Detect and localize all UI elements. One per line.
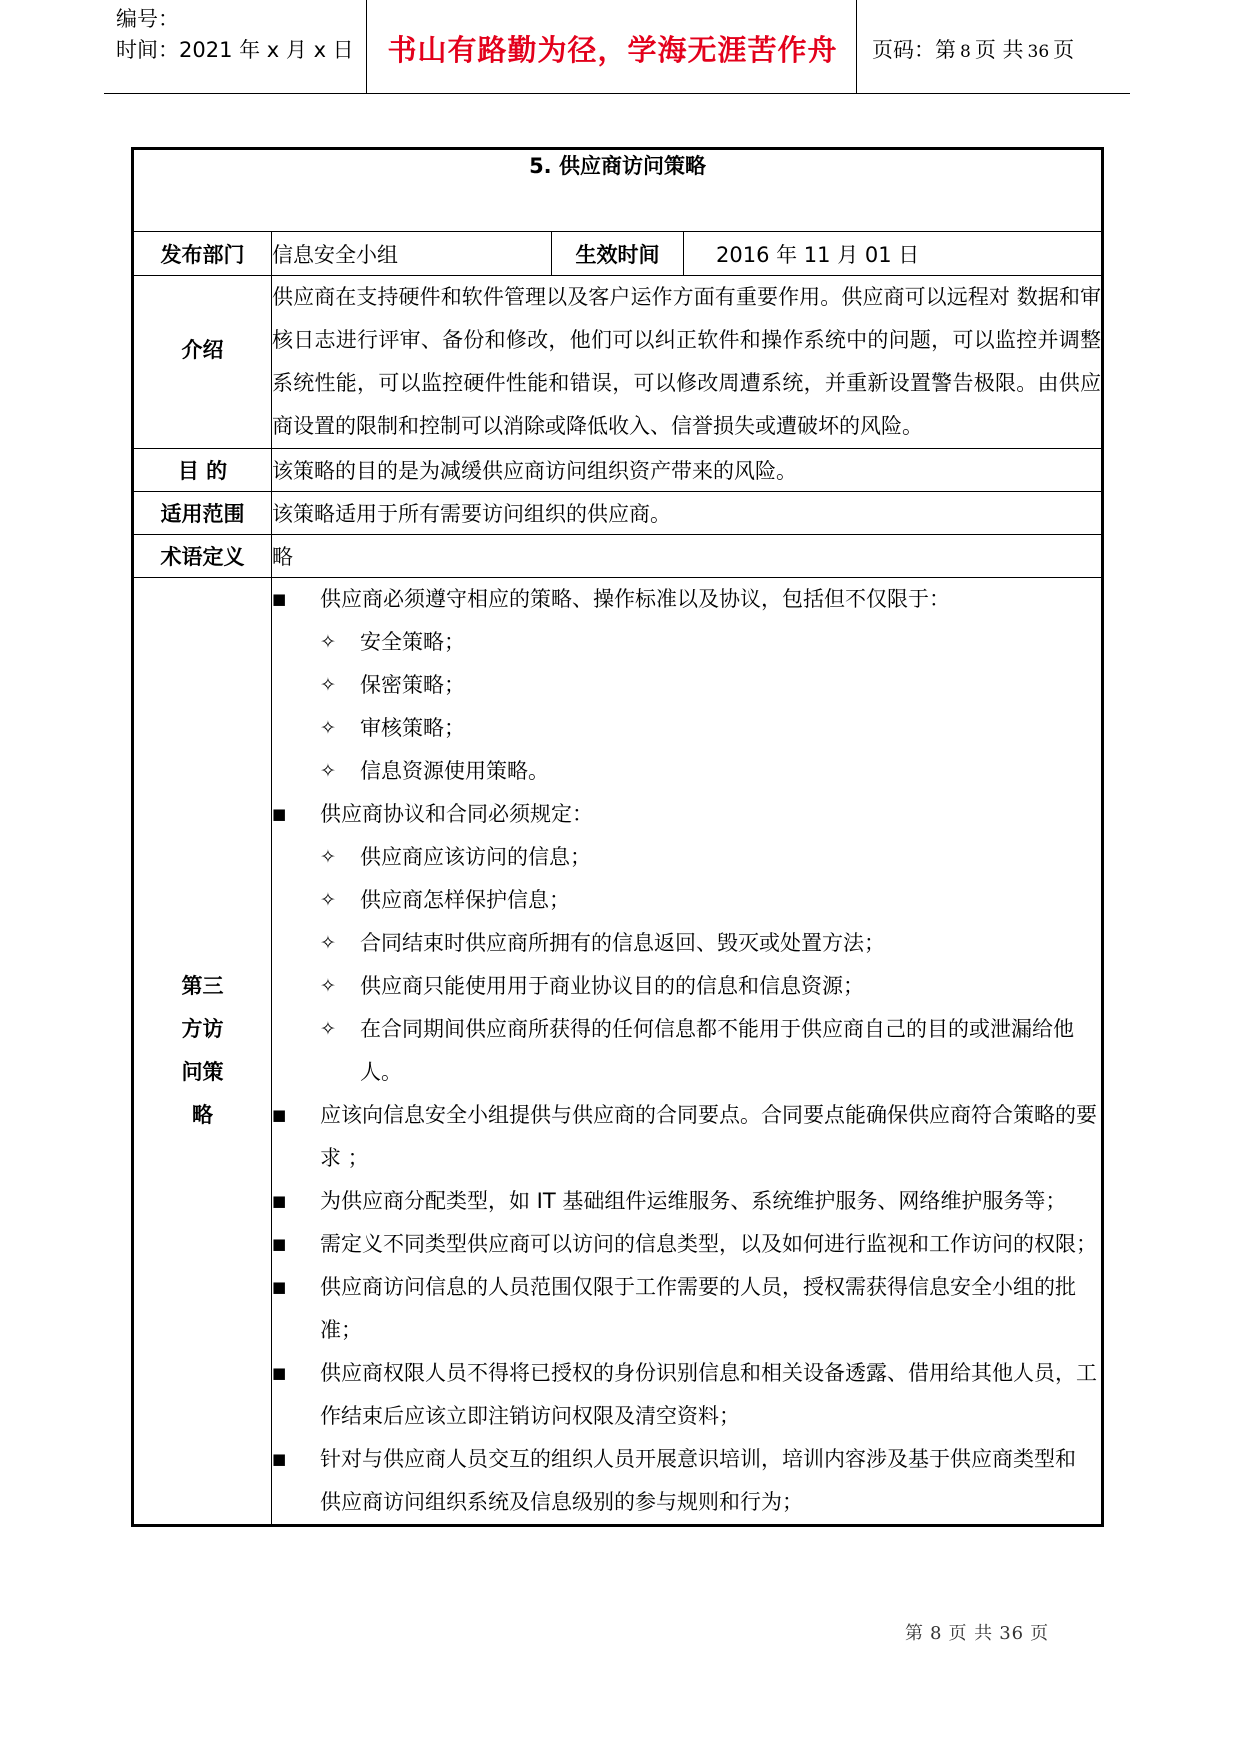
policy-bullet-text: 供应商必须遵守相应的策略、操作标准以及协议，包括但不仅限于： xyxy=(320,587,950,611)
page-suffix: 页 xyxy=(1053,38,1075,62)
policy-sub-bullet xyxy=(272,707,1101,750)
header-meta xyxy=(116,4,356,66)
page-total: 36 xyxy=(1027,42,1050,62)
policy-bullet xyxy=(272,1438,1101,1524)
page-current: 8 xyxy=(960,42,971,62)
bullet-square-icon: ■ xyxy=(272,590,287,608)
policy-sub-bullet-text: 供应商应该访问的信息； xyxy=(360,845,591,869)
bullet-diamond-icon: ✧ xyxy=(320,932,336,954)
policy-bullet xyxy=(272,578,1101,621)
terms-row xyxy=(133,535,1103,578)
policy-sub-bullet-text: 审核策略； xyxy=(360,716,465,740)
policy-bullet xyxy=(272,1352,1101,1438)
effective-label: 生效时间 xyxy=(552,232,684,276)
bullet-square-icon: ■ xyxy=(272,1235,287,1253)
policy-sub-bullet xyxy=(272,836,1101,879)
policy-bullet xyxy=(272,793,1101,836)
policy-bullet xyxy=(272,1223,1101,1266)
bullet-diamond-icon: ✧ xyxy=(320,846,336,868)
policy-bullet-text: 应该向信息安全小组提供与供应商的合同要点。合同要点能确保供应商符合策略的要求 ； xyxy=(320,1103,1097,1170)
bullet-square-icon: ■ xyxy=(272,1450,287,1468)
intro-label: 介绍 xyxy=(133,276,272,449)
policy-list xyxy=(272,578,1103,1526)
page-prefix: 页码：第 xyxy=(872,38,956,62)
terms-text: 略 xyxy=(272,535,1103,578)
policy-table xyxy=(131,147,1104,1527)
policy-sub-bullet xyxy=(272,879,1101,922)
purpose-row xyxy=(133,449,1103,492)
policy-bullet-text: 供应商访问信息的人员范围仅限于工作需要的人员，授权需获得信息安全小组的批准； xyxy=(320,1275,1076,1342)
dept-label: 发布部门 xyxy=(133,232,272,276)
scope-row xyxy=(133,492,1103,535)
policy-label-line: 略 xyxy=(192,1103,213,1127)
footer-prefix: 第 xyxy=(905,1623,924,1644)
policy-label-line: 第三 xyxy=(181,974,224,998)
policy-sub-bullet-text: 信息资源使用策略。 xyxy=(360,759,549,783)
bullet-diamond-icon: ✧ xyxy=(320,1018,336,1040)
dept-value: 信息安全小组 xyxy=(272,232,552,276)
policy-sub-bullet xyxy=(272,922,1101,965)
policy-sub-bullet-text: 安全策略； xyxy=(360,630,465,654)
bullet-diamond-icon: ✧ xyxy=(320,975,336,997)
policy-row xyxy=(133,578,1103,1526)
bullet-square-icon: ■ xyxy=(272,1278,287,1296)
policy-bullet-text: 供应商权限人员不得将已授权的身份识别信息和相关设备透露、借用给其他人员，工作结束后应该立即注销访问权限及清空资料； xyxy=(320,1361,1097,1428)
footer-total: 36 xyxy=(999,1623,1025,1644)
policy-sub-bullet-text: 在合同期间供应商所获得的任何信息都不能用于供应商自己的目的或泄漏给他人。 xyxy=(360,1017,1074,1084)
page-mid: 页 共 xyxy=(974,38,1024,62)
policy-sub-bullet xyxy=(272,750,1101,793)
page-header xyxy=(104,0,1130,94)
bullet-square-icon: ■ xyxy=(272,1192,287,1210)
policy-bullet-text: 为供应商分配类型，如 IT 基础组件运维服务、系统维护服务、网络维护服务等； xyxy=(320,1189,1067,1213)
footer-mid: 页 共 xyxy=(948,1623,994,1644)
title-row xyxy=(133,149,1103,232)
page-footer xyxy=(905,1619,1049,1645)
bullet-diamond-icon: ✧ xyxy=(320,631,336,653)
terms-label: 术语定义 xyxy=(133,535,272,578)
policy-sub-bullet-text: 保密策略； xyxy=(360,673,465,697)
footer-suffix: 页 xyxy=(1030,1623,1050,1644)
policy-label xyxy=(133,578,272,1526)
header-divider xyxy=(366,0,367,93)
policy-sub-bullet xyxy=(272,1008,1101,1094)
policy-label-line: 方访 xyxy=(181,1017,224,1041)
bullet-square-icon: ■ xyxy=(272,805,287,823)
policy-label-line: 问策 xyxy=(181,1060,224,1084)
bullet-diamond-icon: ✧ xyxy=(320,760,336,782)
purpose-label: 目 的 xyxy=(133,449,272,492)
policy-bullet-text: 针对与供应商人员交互的组织人员开展意识培训，培训内容涉及基于供应商类型和 供应商访问组织系统及信息级别的参与规则和行为； xyxy=(320,1447,1076,1514)
bullet-diamond-icon: ✧ xyxy=(320,717,336,739)
policy-sub-bullet xyxy=(272,664,1101,707)
policy-sub-bullet xyxy=(272,965,1101,1008)
serial-label: 编号： xyxy=(116,7,179,31)
time-label: 时间：2021 年 x 月 x 日 xyxy=(116,38,354,62)
effective-value: 2016 年 11 月 01 日 xyxy=(684,232,1103,276)
meta-row xyxy=(133,232,1103,276)
intro-text: 供应商在支持硬件和软件管理以及客户运作方面有重要作用。供应商可以远程对 数据和审核日志进行评审、备份和修改，他们可以纠正软件和操作系统中的问题，可以监控并调整系统性能，可以监控硬件性能和错误，可以修改周遭系统，并重新设置警告极限。由供应商设置的限制和控制可以消除或降低收入、信誉损失或遭破坏的风险。 xyxy=(272,276,1103,449)
doc-title: 5. 供应商访问策略 xyxy=(133,149,1103,232)
policy-bullet xyxy=(272,1180,1101,1223)
header-page-number xyxy=(872,34,1074,64)
policy-sub-bullet-text: 供应商怎样保护信息； xyxy=(360,888,570,912)
policy-sub-bullet-text: 供应商只能使用用于商业协议目的的信息和信息资源； xyxy=(360,974,864,998)
bullet-square-icon: ■ xyxy=(272,1106,287,1124)
scope-text: 该策略适用于所有需要访问组织的供应商。 xyxy=(272,492,1103,535)
policy-sub-bullet-text: 合同结束时供应商所拥有的信息返回、毁灭或处置方法； xyxy=(360,931,885,955)
footer-current: 8 xyxy=(930,1623,943,1644)
policy-bullet-text: 需定义不同类型供应商可以访问的信息类型，以及如何进行监视和工作访问的权限； xyxy=(320,1232,1097,1256)
policy-bullet xyxy=(272,1266,1101,1352)
bullet-diamond-icon: ✧ xyxy=(320,889,336,911)
policy-bullet xyxy=(272,1094,1101,1180)
header-divider xyxy=(856,0,857,93)
policy-bullet-text: 供应商协议和合同必须规定： xyxy=(320,802,593,826)
header-motto: 书山有路勤为径，学海无涯苦作舟 xyxy=(387,33,838,67)
bullet-square-icon: ■ xyxy=(272,1364,287,1382)
intro-row xyxy=(133,276,1103,449)
scope-label: 适用范围 xyxy=(133,492,272,535)
purpose-text: 该策略的目的是为减缓供应商访问组织资产带来的风险。 xyxy=(272,449,1103,492)
policy-sub-bullet xyxy=(272,621,1101,664)
bullet-diamond-icon: ✧ xyxy=(320,674,336,696)
